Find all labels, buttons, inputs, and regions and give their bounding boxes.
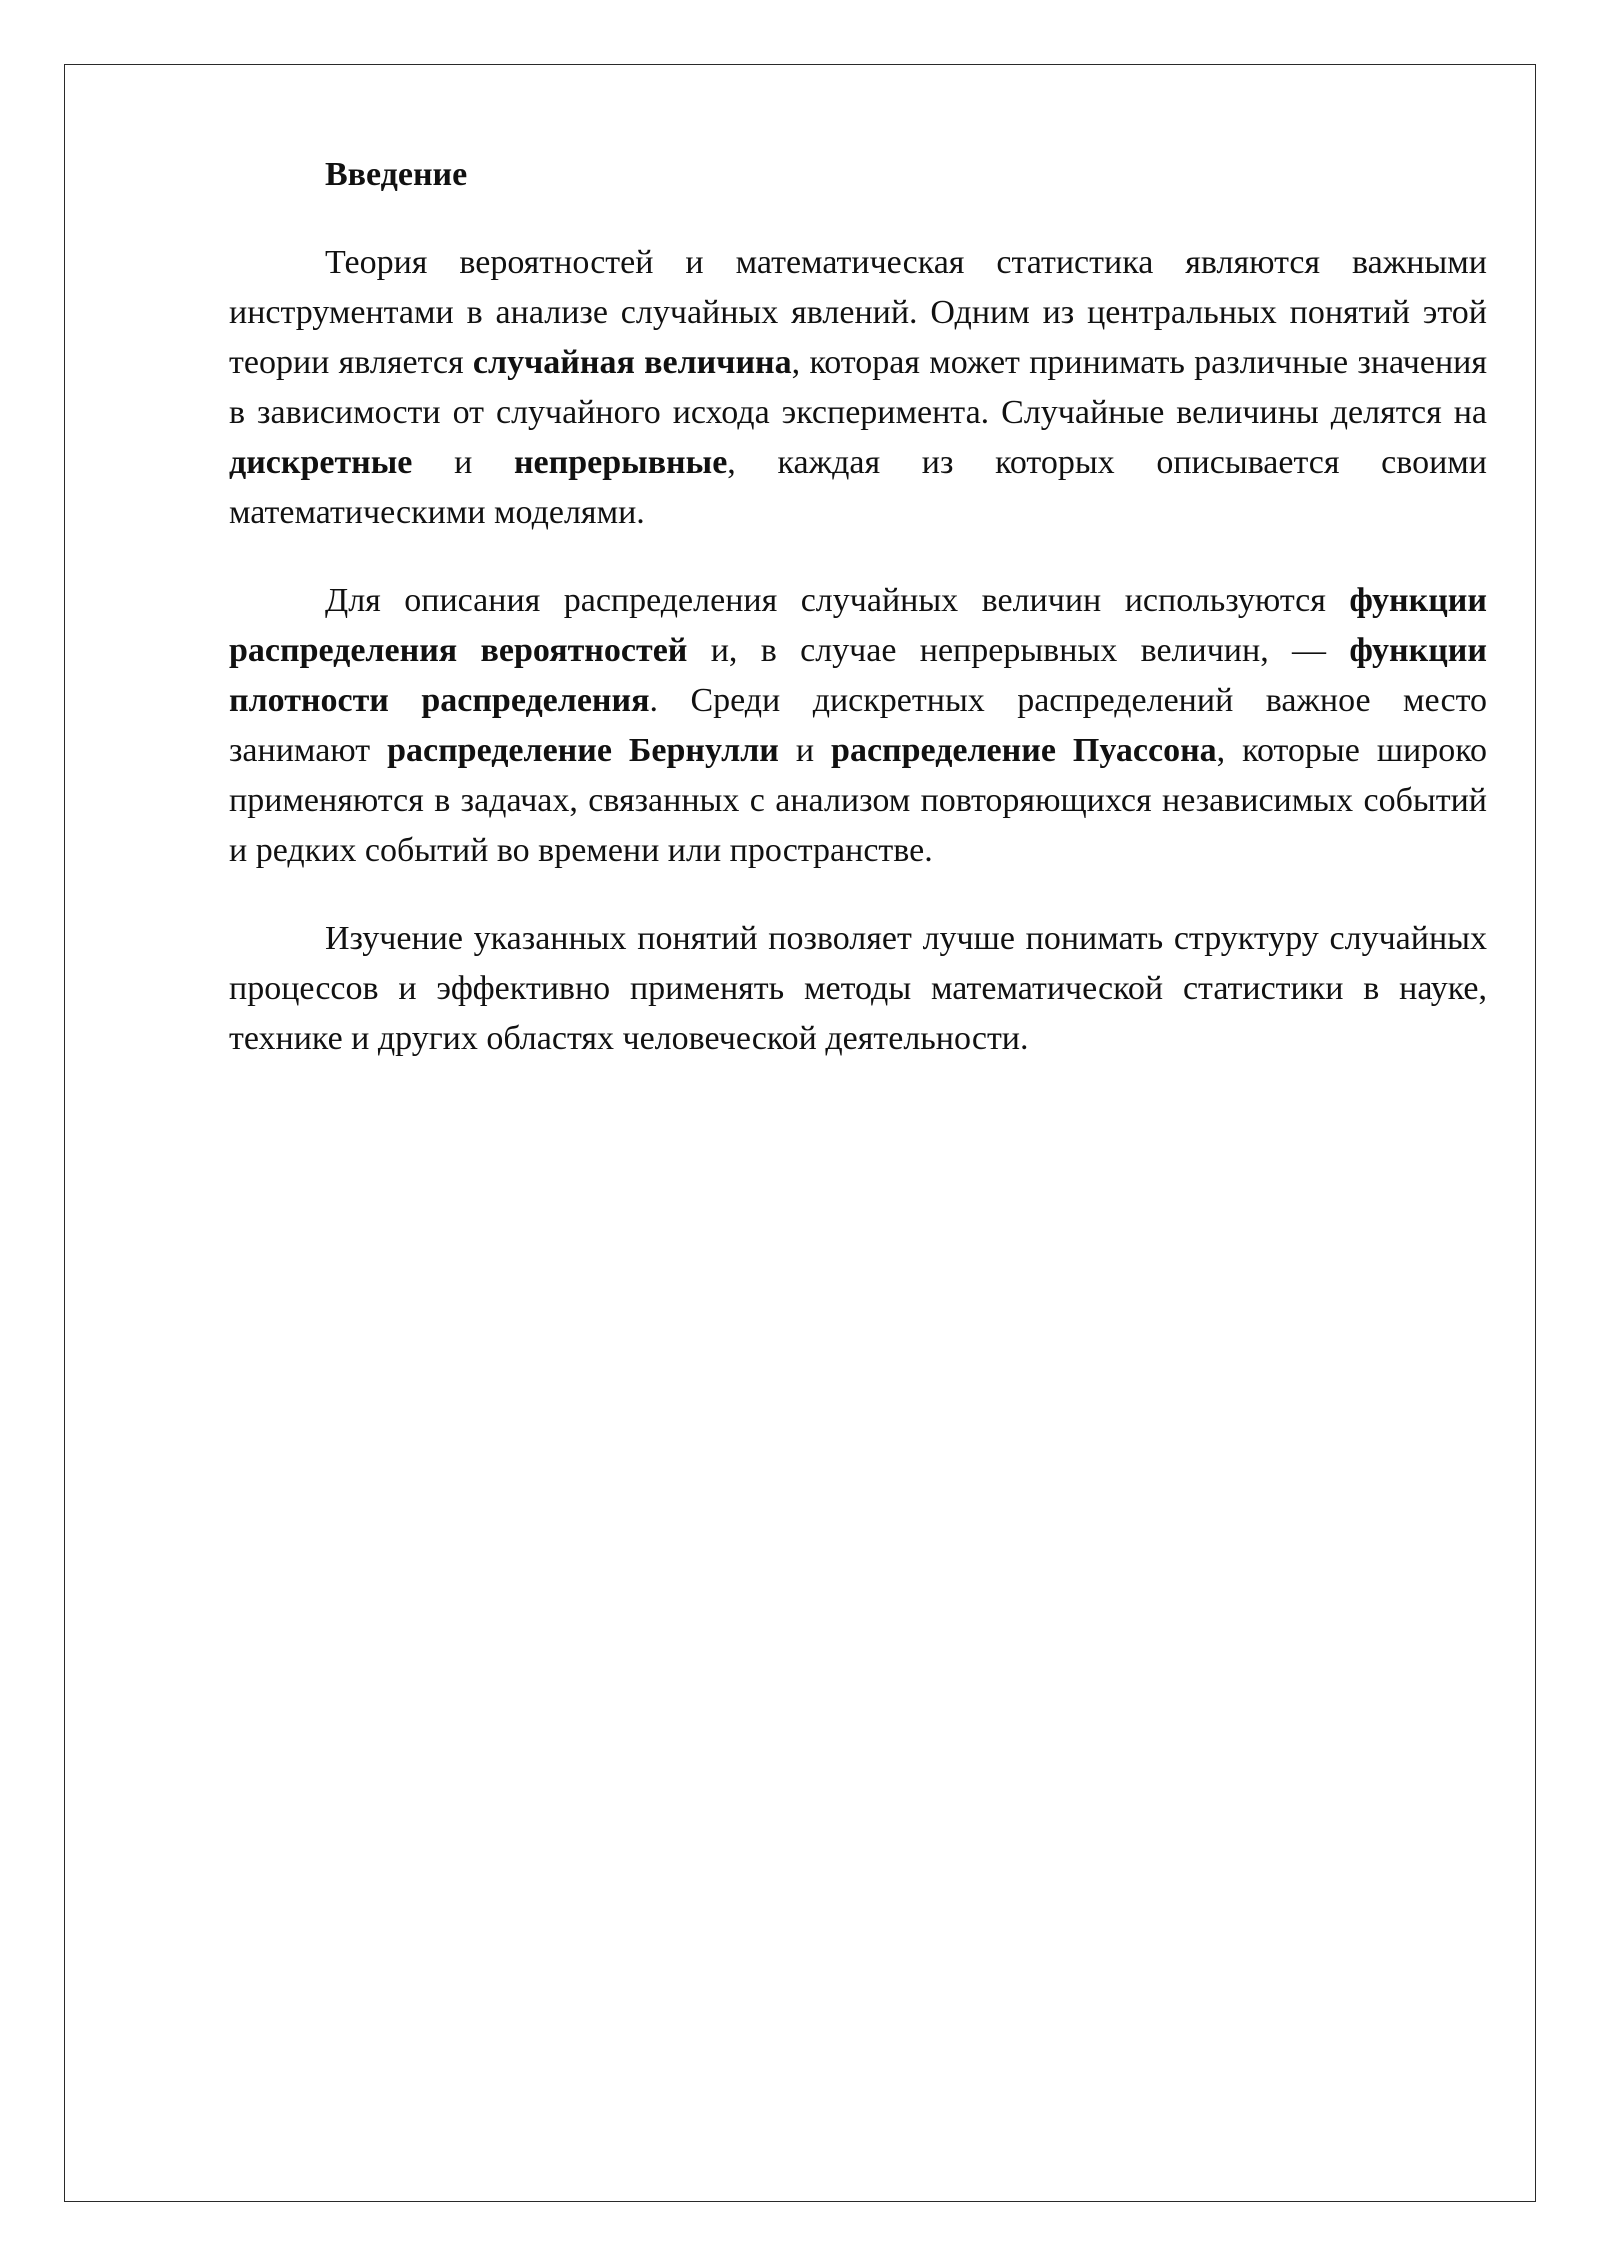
paragraph-1 — [229, 238, 1487, 538]
document-body — [229, 150, 1487, 1102]
term-bernoulli: распределение Бернулли — [387, 732, 779, 769]
text-run: Изучение указанных понятий позволяет лучше понимать структуру случайных процессов и эффективно применять методы математической статистики в науке, технике и других областях человеческой деятельности. — [229, 920, 1487, 1057]
term-poisson: распределение Пуассона — [831, 732, 1217, 769]
text-run: и — [778, 732, 832, 769]
term-distribution-function: функции распределения вероятностей — [229, 582, 1487, 669]
term-density-function: функции плотности распределения — [229, 632, 1487, 719]
text-run: , которые широко применяются в задачах, связанных с анализом повторяющихся независимых событий и редких событий во времени или пространстве. — [229, 732, 1487, 869]
section-heading: Введение — [325, 156, 468, 193]
text-run: Теория вероятностей и математическая статистика являются важными инструментами в анализе случайных явлений. Одним из центральных понятий этой теории является — [229, 244, 1487, 381]
term-discrete: дискретные — [229, 444, 413, 481]
text-run: . Среди дискретных распределений важное место занимают — [229, 682, 1487, 769]
text-run: и — [412, 444, 514, 481]
text-run: , каждая из которых описывается своими математическими моделями. — [229, 444, 1487, 531]
text-run: и, в случае непрерывных величин, — — [687, 632, 1350, 669]
paragraph-2 — [229, 576, 1487, 876]
paragraph-3 — [229, 914, 1487, 1064]
text-run: Для описания распределения случайных величин используются — [325, 582, 1350, 619]
text-run: , которая может принимать различные значения в зависимости от случайного исхода эксперимента. Случайные величины делятся на — [229, 344, 1487, 431]
term-continuous: непрерывные — [513, 444, 728, 481]
term-random-variable: случайная величина — [472, 344, 792, 381]
